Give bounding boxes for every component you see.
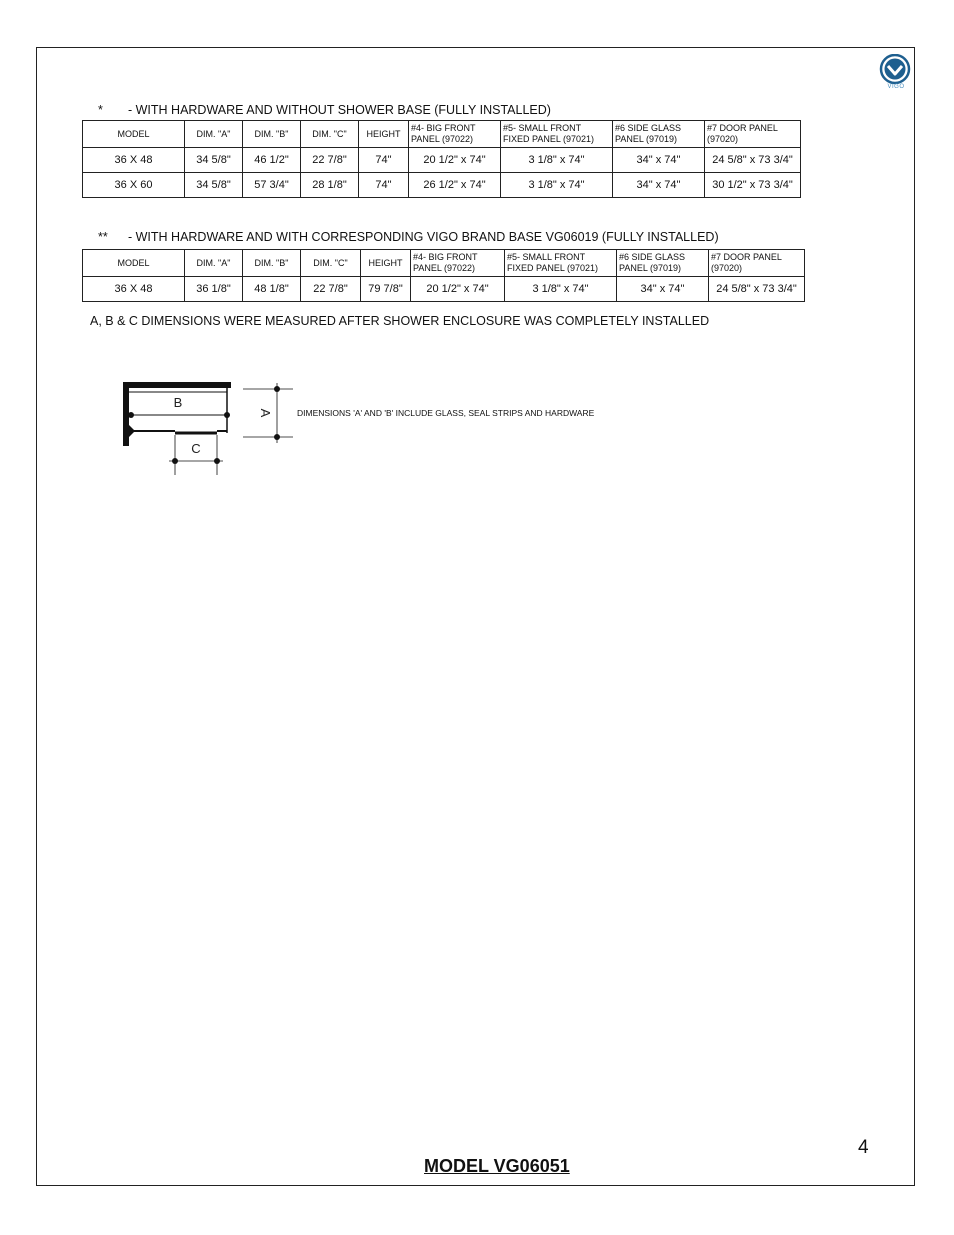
table-cell: 22 7/8" [301, 277, 361, 302]
table2-header-panel4: #4- BIG FRONT PANEL (97022) [411, 250, 505, 277]
table-cell: 24 5/8" x 73 3/4" [705, 148, 801, 173]
hinge-dot [128, 412, 134, 418]
table2-header-panel6: #6 SIDE GLASS PANEL (97019) [617, 250, 709, 277]
vigo-logo-icon [879, 54, 913, 86]
table1-header-dim-b: DIM. "B" [243, 121, 301, 148]
table1-header-panel6: #6 SIDE GLASS PANEL (97019) [613, 121, 705, 148]
table2-header-height: HEIGHT [361, 250, 411, 277]
table-cell: 24 5/8" x 73 3/4" [709, 277, 805, 302]
model-title: MODEL VG06051 [424, 1156, 570, 1176]
table1-header-dim-a: DIM. "A" [185, 121, 243, 148]
table1-header-panel4: #4- BIG FRONT PANEL (97022) [409, 121, 501, 148]
table-cell: 3 1/8" x 74" [501, 148, 613, 173]
table1-marker: * [98, 103, 103, 117]
table2-marker: ** [98, 230, 108, 244]
dim-c-dot [172, 458, 178, 464]
dim-c-dot [214, 458, 220, 464]
table2-header-panel7: #7 DOOR PANEL (97020) [709, 250, 805, 277]
vigo-logo [879, 54, 913, 94]
table2-title: - WITH HARDWARE AND WITH CORRESPONDING VIGO BRAND BASE VG06019 (FULLY INSTALLED) [128, 230, 719, 244]
table-cell: 36 X 48 [83, 277, 185, 302]
table1-header-dim-c: DIM. "C" [301, 121, 359, 148]
table1-header-model: MODEL [83, 121, 185, 148]
table1-header-row [83, 121, 801, 148]
table-cell: 34 5/8" [185, 148, 243, 173]
table1-header-panel5: #5- SMALL FRONT FIXED PANEL (97021) [501, 121, 613, 148]
table2-header-panel5: #5- SMALL FRONT FIXED PANEL (97021) [505, 250, 617, 277]
table-row [83, 173, 801, 198]
table2-header-row [83, 250, 805, 277]
table-cell: 22 7/8" [301, 148, 359, 173]
table-cell: 3 1/8" x 74" [505, 277, 617, 302]
table-cell: 36 X 48 [83, 148, 185, 173]
dim-a-dot [274, 434, 280, 440]
table-cell: 74" [359, 173, 409, 198]
table1-heading [98, 103, 551, 117]
table-cell: 57 3/4" [243, 173, 301, 198]
table2-header-model: MODEL [83, 250, 185, 277]
table-row [83, 277, 805, 302]
table2-header-dim-a: DIM. "A" [185, 250, 243, 277]
enclosure-diagram [115, 375, 315, 485]
measurement-note: A, B & C DIMENSIONS WERE MEASURED AFTER SHOWER ENCLOSURE WAS COMPLETELY INSTALLED [90, 314, 710, 328]
logo-text: VIGO [887, 84, 905, 90]
label-c: C [191, 441, 201, 456]
table-cell: 46 1/2" [243, 148, 301, 173]
hinge-dot [224, 412, 230, 418]
table-cell: 3 1/8" x 74" [501, 173, 613, 198]
diagram-note: DIMENSIONS 'A' AND 'B' INCLUDE GLASS, SEAL STRIPS AND HARDWARE [297, 408, 595, 418]
page-frame [36, 47, 915, 1186]
table-cell: 34" x 74" [613, 148, 705, 173]
seal-mark [129, 425, 135, 437]
table2-heading [98, 230, 719, 244]
table1-title: - WITH HARDWARE AND WITHOUT SHOWER BASE (FULLY INSTALLED) [128, 103, 551, 117]
table-cell: 28 1/8" [301, 173, 359, 198]
table2-header-dim-b: DIM. "B" [243, 250, 301, 277]
table-cell: 20 1/2" x 74" [409, 148, 501, 173]
label-a: A [258, 408, 273, 418]
table-cell: 34 5/8" [185, 173, 243, 198]
table-cell: 36 X 60 [83, 173, 185, 198]
table-cell: 34" x 74" [617, 277, 709, 302]
table-cell: 36 1/8" [185, 277, 243, 302]
page-number: 4 [858, 1137, 869, 1158]
table-cell: 26 1/2" x 74" [409, 173, 501, 198]
wall-top [123, 382, 231, 388]
table1-header-panel7: #7 DOOR PANEL (97020) [705, 121, 801, 148]
table2-header-dim-c: DIM. "C" [301, 250, 361, 277]
table-cell: 20 1/2" x 74" [411, 277, 505, 302]
table-row [83, 148, 801, 173]
table1 [82, 120, 801, 198]
table-cell: 30 1/2" x 73 3/4" [705, 173, 801, 198]
wall-left [123, 382, 129, 446]
dim-a-dot [274, 386, 280, 392]
table1-header-height: HEIGHT [359, 121, 409, 148]
table2 [82, 249, 805, 302]
table-cell: 34" x 74" [613, 173, 705, 198]
table-cell: 48 1/8" [243, 277, 301, 302]
table-cell: 74" [359, 148, 409, 173]
label-b: B [173, 395, 183, 410]
table-cell: 79 7/8" [361, 277, 411, 302]
